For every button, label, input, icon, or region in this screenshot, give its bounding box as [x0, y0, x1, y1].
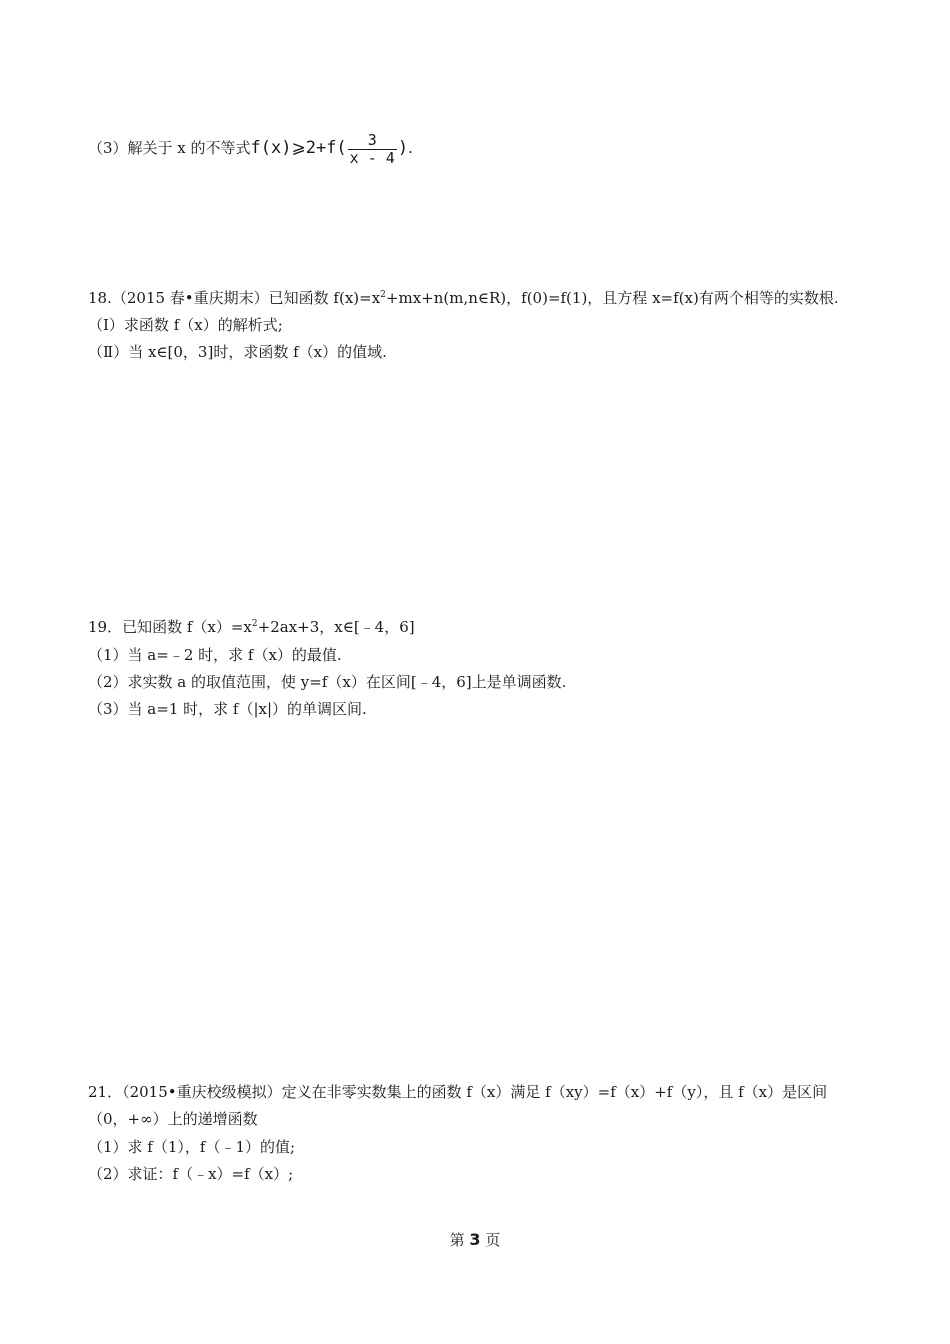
footer-prefix: 第	[449, 1231, 465, 1249]
q19-stem-text-a: 19．已知函数 f（x）=x	[88, 618, 252, 636]
q19-part2: （2）求实数 a 的取值范围，使 y=f（x）在区间[﹣4，6]上是单调函数.	[88, 673, 567, 691]
page-number: 3	[469, 1230, 481, 1249]
q19-stem-superscript: 2	[251, 619, 258, 629]
q21-part1: （1）求 f（1），f（﹣1）的值;	[88, 1138, 296, 1156]
q18-stem-superscript: 2	[380, 290, 386, 300]
q18-part1: （Ⅰ）求函数 f（x）的解析式;	[88, 316, 283, 334]
fraction-denominator: x - 4	[349, 148, 395, 167]
q19-stem	[88, 617, 415, 637]
fraction-numerator: 3	[367, 130, 377, 149]
q17-part3-end: .	[408, 139, 413, 157]
q19-part3: （3）当 a=1 时，求 f（|x|）的单调区间.	[88, 700, 367, 718]
footer-suffix: 页	[485, 1231, 501, 1249]
q18-part2: （Ⅱ）当 x∈[0，3]时，求函数 f（x）的值域.	[88, 343, 387, 361]
q17-part3	[88, 127, 413, 169]
q18-stem-text-a: 18.（2015 春•重庆期末）已知函数 f(x)=x	[88, 289, 381, 307]
q18-stem-text-b: +mx+n(m,n∈R)，f(0)=f(1)，且方程 x=f(x)有两个相等的实数根.	[385, 289, 839, 307]
q19-part1: （1）当 a=﹣2 时，求 f（x）的最值.	[88, 646, 342, 664]
q19-stem-text-b: +2ax+3，x∈[﹣4，6]	[257, 618, 415, 636]
q17-part3-math-lhs: f(x)⩾2+f(	[250, 138, 347, 158]
q18-stem	[88, 288, 839, 308]
q21-stem-line2: （0，+∞）上的递增函数	[88, 1110, 258, 1128]
q17-part3-prefix: （3）解关于 x 的不等式	[88, 139, 251, 157]
q17-part3-math-rhs: )	[397, 138, 409, 158]
q17-part3-fraction	[348, 132, 397, 167]
page-footer	[0, 1230, 950, 1250]
q21-part2: （2）求证：f（﹣x）=f（x）;	[88, 1165, 294, 1183]
q21-stem-line1: 21．（2015•重庆校级模拟）定义在非零实数集上的函数 f（x）满足 f（xy）=f（x）+f（y），且 f（x）是区间	[88, 1083, 828, 1101]
